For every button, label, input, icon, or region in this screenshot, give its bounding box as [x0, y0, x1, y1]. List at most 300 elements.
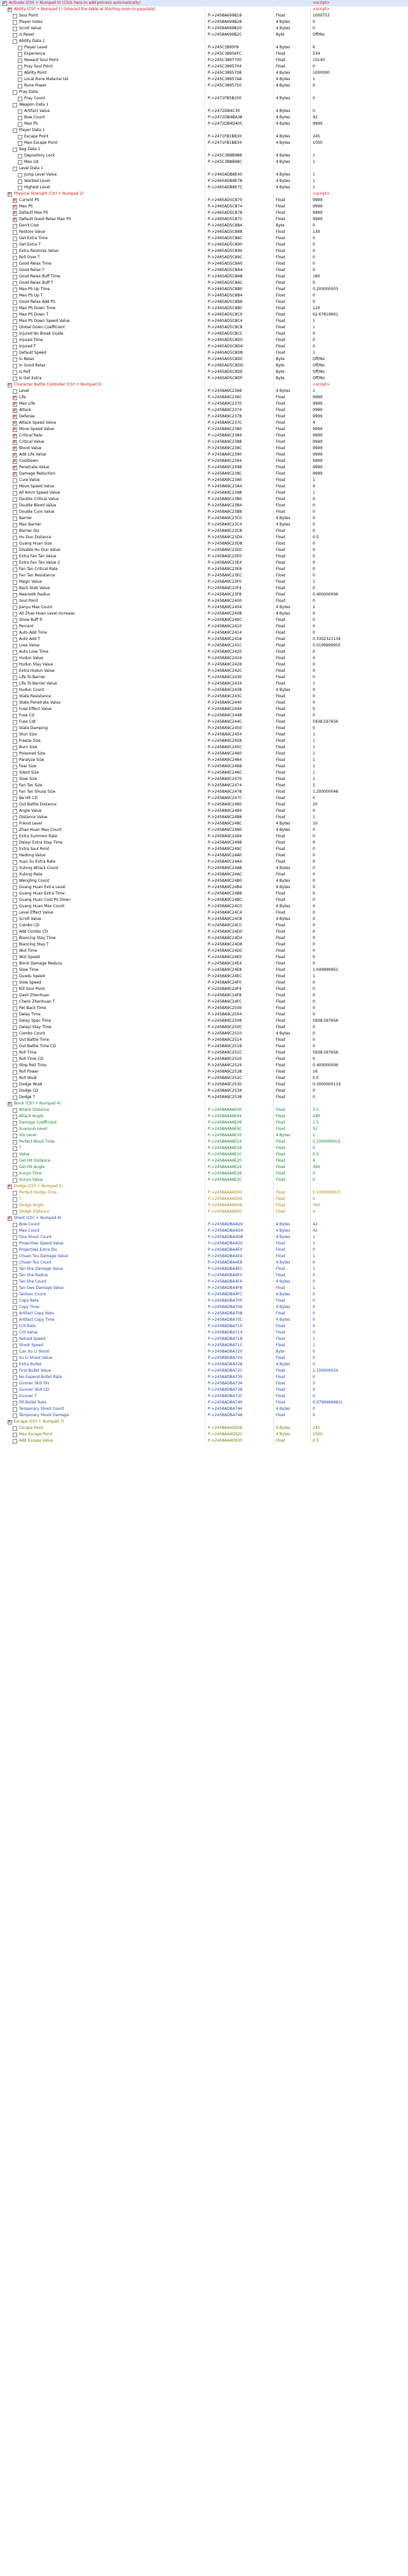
row-value[interactable]: 1 [313, 491, 315, 495]
table-row[interactable] [0, 872, 408, 878]
table-row[interactable] [0, 973, 408, 980]
activate-checkbox[interactable] [13, 828, 17, 833]
row-value[interactable]: 1 [313, 179, 315, 183]
table-row[interactable] [0, 1094, 408, 1101]
table-row[interactable] [0, 1285, 408, 1291]
activate-checkbox[interactable] [13, 1356, 17, 1361]
row-value[interactable]: 9999 [313, 198, 323, 202]
row-value[interactable]: 0 [313, 694, 315, 699]
row-value[interactable]: 0 [313, 1248, 315, 1252]
row-value[interactable]: 0 [313, 510, 315, 514]
table-row[interactable] [0, 471, 408, 477]
activate-checkbox[interactable] [13, 1108, 17, 1113]
row-value[interactable]: 0 [313, 853, 315, 858]
row-value[interactable]: 0 [313, 281, 315, 285]
table-row[interactable] [0, 1304, 408, 1311]
activate-checkbox[interactable] [13, 421, 17, 426]
activate-checkbox[interactable] [13, 536, 17, 540]
row-value[interactable]: 0 [313, 599, 315, 603]
table-row[interactable] [0, 134, 408, 140]
row-value[interactable]: 9999 [313, 446, 323, 450]
row-value[interactable]: 0 [313, 541, 315, 546]
activate-checkbox[interactable] [13, 790, 17, 795]
row-value[interactable]: 0 [313, 688, 315, 692]
activate-checkbox[interactable] [13, 281, 17, 286]
table-row[interactable] [0, 1075, 408, 1082]
table-row[interactable] [0, 83, 408, 89]
row-value[interactable]: 4 [313, 484, 315, 489]
activate-checkbox[interactable] [13, 606, 17, 610]
table-row[interactable] [0, 553, 408, 560]
table-row[interactable] [0, 649, 408, 655]
row-value[interactable]: 0 [313, 1178, 315, 1182]
table-row[interactable] [0, 1037, 408, 1043]
table-row[interactable] [0, 738, 408, 744]
row-value[interactable]: 0 [313, 1298, 315, 1303]
table-row[interactable] [0, 528, 408, 534]
activate-checkbox[interactable] [18, 135, 22, 139]
table-row[interactable] [0, 560, 408, 566]
table-row[interactable] [0, 967, 408, 973]
activate-checkbox[interactable] [13, 1305, 17, 1310]
activate-checkbox[interactable] [13, 402, 17, 407]
activate-checkbox[interactable] [13, 758, 17, 763]
row-value[interactable]: 0.5 [313, 1152, 319, 1157]
activate-checkbox[interactable] [13, 1426, 17, 1431]
table-row[interactable] [0, 1387, 408, 1393]
row-value[interactable]: 0 [313, 1375, 315, 1379]
row-value[interactable]: 1 [313, 325, 315, 330]
row-value[interactable]: 1 [313, 745, 315, 749]
row-value[interactable]: 3.5 [313, 1108, 319, 1112]
table-row[interactable] [0, 573, 408, 579]
row-value[interactable]: 0 [313, 1038, 315, 1042]
table-row[interactable] [0, 261, 408, 267]
table-row[interactable] [0, 464, 408, 471]
row-value[interactable]: 0 [313, 1388, 315, 1392]
activate-checkbox[interactable] [13, 332, 17, 337]
row-value[interactable]: <script> [313, 191, 330, 196]
activate-checkbox[interactable] [13, 936, 17, 941]
table-row[interactable] [0, 1253, 408, 1260]
activate-checkbox[interactable] [13, 1057, 17, 1062]
row-value[interactable]: 1 [313, 160, 315, 164]
table-row[interactable] [0, 547, 408, 553]
activate-checkbox[interactable] [13, 650, 17, 655]
table-row[interactable] [0, 1196, 408, 1202]
table-row[interactable] [0, 1152, 408, 1158]
activate-checkbox[interactable] [13, 498, 17, 502]
activate-checkbox[interactable] [13, 1159, 17, 1164]
row-value[interactable]: 0 [313, 516, 315, 520]
table-row[interactable] [0, 121, 408, 127]
table-row[interactable] [0, 598, 408, 604]
table-row[interactable] [0, 1336, 408, 1342]
table-row[interactable] [0, 1126, 408, 1132]
activate-checkbox[interactable] [18, 46, 22, 50]
activate-checkbox[interactable] [8, 1420, 12, 1424]
table-row[interactable] [0, 1107, 408, 1113]
table-row[interactable] [0, 420, 408, 426]
activate-checkbox[interactable] [13, 389, 17, 394]
activate-checkbox[interactable] [18, 141, 22, 146]
row-value[interactable]: 120 [313, 306, 320, 310]
row-value[interactable]: 9999 [313, 204, 323, 209]
activate-checkbox[interactable] [13, 1172, 17, 1176]
activate-checkbox[interactable] [13, 752, 17, 756]
row-value[interactable]: 0 [313, 840, 315, 845]
table-row[interactable] [0, 1311, 408, 1317]
row-value[interactable]: 0.5 [313, 1438, 319, 1443]
table-row[interactable] [0, 604, 408, 611]
row-value[interactable]: 2 [313, 605, 315, 609]
activate-checkbox[interactable] [18, 52, 22, 57]
activate-checkbox[interactable] [13, 784, 17, 788]
activate-checkbox[interactable] [13, 1166, 17, 1170]
activate-checkbox[interactable] [3, 1, 7, 6]
activate-checkbox[interactable] [13, 1019, 17, 1024]
table-row[interactable] [0, 681, 408, 687]
row-value[interactable]: 0.3000000119 [313, 1082, 341, 1087]
table-row[interactable] [0, 1361, 408, 1368]
activate-checkbox[interactable] [13, 1375, 17, 1380]
table-row[interactable] [0, 922, 408, 929]
table-row[interactable] [0, 751, 408, 757]
activate-checkbox[interactable] [13, 33, 17, 38]
table-row[interactable] [0, 1113, 408, 1120]
activate-checkbox[interactable] [13, 975, 17, 979]
row-value[interactable]: 1 [313, 1337, 315, 1341]
activate-checkbox[interactable] [13, 1401, 17, 1405]
table-row[interactable] [0, 617, 408, 623]
table-row[interactable] [0, 458, 408, 464]
table-row[interactable] [0, 350, 408, 356]
activate-checkbox[interactable] [13, 1369, 17, 1374]
table-row[interactable] [0, 884, 408, 891]
activate-checkbox[interactable] [13, 663, 17, 667]
table-row[interactable] [0, 19, 408, 25]
activate-checkbox[interactable] [13, 943, 17, 947]
row-value[interactable]: 0 [313, 548, 315, 552]
row-value[interactable]: Off/No [313, 376, 325, 380]
table-row[interactable] [0, 687, 408, 693]
activate-checkbox[interactable] [13, 1363, 17, 1367]
activate-checkbox[interactable] [18, 78, 22, 82]
activate-checkbox[interactable] [13, 1045, 17, 1049]
row-value[interactable]: 0 [313, 809, 315, 813]
row-value[interactable]: 1 [313, 974, 315, 978]
table-row[interactable] [0, 375, 408, 382]
table-row[interactable] [0, 363, 408, 369]
activate-checkbox[interactable] [13, 587, 17, 591]
activate-checkbox[interactable] [13, 1115, 17, 1119]
activate-checkbox[interactable] [13, 491, 17, 496]
table-row[interactable] [0, 76, 408, 83]
table-row[interactable] [0, 490, 408, 496]
row-value[interactable]: 0 [313, 961, 315, 966]
row-value[interactable]: 0 [313, 618, 315, 622]
table-row[interactable] [0, 445, 408, 452]
row-value[interactable]: 0 [313, 1330, 315, 1335]
activate-checkbox[interactable] [13, 746, 17, 750]
row-value[interactable]: 10140 [313, 58, 325, 62]
activate-checkbox[interactable] [13, 1280, 17, 1285]
row-value[interactable]: 0 [313, 497, 315, 501]
row-value[interactable]: 0 [313, 726, 315, 730]
row-value[interactable]: 1000753 [313, 13, 330, 18]
table-row[interactable] [0, 783, 408, 789]
table-row[interactable] [0, 1266, 408, 1272]
row-value[interactable]: 0 [313, 949, 315, 953]
activate-checkbox[interactable] [13, 1325, 17, 1329]
table-row[interactable] [0, 795, 408, 802]
row-value[interactable]: 9999 [313, 452, 323, 457]
row-value[interactable]: 0 [313, 1197, 315, 1201]
table-row[interactable] [0, 986, 408, 992]
activate-checkbox[interactable] [13, 1318, 17, 1323]
table-row[interactable] [0, 1381, 408, 1387]
activate-checkbox[interactable] [13, 599, 17, 604]
table-row[interactable] [0, 1234, 408, 1241]
table-row[interactable] [0, 859, 408, 865]
table-row[interactable] [0, 935, 408, 942]
table-row[interactable] [0, 878, 408, 884]
table-row[interactable] [0, 515, 408, 522]
row-value[interactable]: 1000000 [313, 71, 330, 75]
table-row[interactable] [0, 305, 408, 312]
table-row[interactable] [0, 757, 408, 763]
row-value[interactable]: Off/No [313, 370, 325, 374]
table-row[interactable] [0, 623, 408, 630]
table-row[interactable] [0, 961, 408, 967]
row-value[interactable]: 0 [313, 1044, 315, 1048]
table-row[interactable] [0, 57, 408, 64]
activate-checkbox[interactable] [13, 1064, 17, 1068]
table-row[interactable] [0, 1050, 408, 1056]
row-value[interactable]: 1 [313, 739, 315, 743]
row-value[interactable]: 0 [313, 987, 315, 991]
row-value[interactable]: 1 [313, 770, 315, 775]
table-row[interactable] [0, 64, 408, 70]
activate-checkbox[interactable] [13, 898, 17, 903]
table-row[interactable] [0, 1139, 408, 1145]
activate-checkbox[interactable] [13, 682, 17, 686]
row-value[interactable]: 0 [313, 624, 315, 629]
table-row[interactable] [0, 25, 408, 32]
activate-checkbox[interactable] [13, 612, 17, 616]
activate-checkbox[interactable] [18, 71, 22, 76]
activate-checkbox[interactable] [13, 561, 17, 566]
row-value[interactable]: 0 [313, 1305, 315, 1309]
activate-checkbox[interactable] [13, 911, 17, 916]
row-value[interactable]: 9999 [313, 217, 323, 221]
row-value[interactable]: Off/No [313, 363, 325, 368]
row-value[interactable]: <script> [313, 7, 330, 11]
activate-checkbox[interactable] [13, 1134, 17, 1138]
table-row[interactable] [0, 1272, 408, 1279]
table-row[interactable] [0, 439, 408, 445]
row-value[interactable]: 1 [313, 77, 315, 81]
activate-checkbox[interactable] [13, 1439, 17, 1444]
activate-checkbox[interactable] [13, 1286, 17, 1291]
row-value[interactable]: 0 [313, 242, 315, 247]
table-row[interactable] [0, 115, 408, 121]
row-value[interactable]: 4 [313, 421, 315, 425]
table-row[interactable] [0, 636, 408, 643]
row-value[interactable]: 1 [313, 732, 315, 737]
table-row[interactable] [0, 324, 408, 331]
activate-checkbox[interactable] [13, 338, 17, 343]
table-row[interactable] [0, 1374, 408, 1381]
activate-checkbox[interactable] [13, 892, 17, 896]
table-row[interactable] [0, 827, 408, 833]
table-row[interactable] [0, 509, 408, 515]
activate-checkbox[interactable] [13, 1204, 17, 1208]
table-row[interactable] [0, 1158, 408, 1164]
activate-checkbox[interactable] [13, 542, 17, 547]
table-row[interactable] [0, 833, 408, 840]
row-value[interactable]: 0 [313, 554, 315, 559]
table-row[interactable] [0, 1043, 408, 1050]
table-row[interactable] [0, 655, 408, 662]
activate-checkbox[interactable] [13, 1414, 17, 1418]
table-row[interactable] [0, 592, 408, 598]
table-row[interactable] [0, 700, 408, 706]
activate-checkbox[interactable] [13, 307, 17, 311]
row-value[interactable]: 0 [313, 567, 315, 571]
table-row[interactable] [0, 1202, 408, 1209]
row-value[interactable]: 6 [313, 45, 315, 50]
table-row[interactable] [0, 1171, 408, 1177]
activate-checkbox[interactable] [13, 275, 17, 279]
row-value[interactable]: 1 [313, 389, 315, 393]
row-value[interactable]: 0 [313, 866, 315, 870]
table-row[interactable] [0, 13, 408, 19]
table-row[interactable] [0, 713, 408, 719]
activate-checkbox[interactable] [13, 631, 17, 636]
row-value[interactable]: 0 [313, 26, 315, 31]
row-value[interactable]: 0 [313, 1273, 315, 1278]
activate-checkbox[interactable] [13, 1293, 17, 1297]
row-value[interactable]: 1 [313, 1254, 315, 1258]
activate-checkbox[interactable] [13, 1248, 17, 1253]
row-value[interactable]: 0 [313, 929, 315, 934]
activate-checkbox[interactable] [18, 109, 22, 114]
activate-checkbox[interactable] [13, 917, 17, 922]
row-value[interactable]: 0 [313, 268, 315, 272]
table-row[interactable] [0, 903, 408, 910]
table-row[interactable] [0, 1355, 408, 1361]
table-row[interactable] [0, 108, 408, 115]
activate-checkbox[interactable] [13, 1076, 17, 1081]
table-row[interactable] [0, 942, 408, 948]
activate-checkbox[interactable] [13, 1140, 17, 1145]
table-row[interactable] [0, 1330, 408, 1336]
table-row[interactable] [0, 1393, 408, 1400]
table-row[interactable] [0, 102, 408, 108]
row-value[interactable]: 0 [313, 904, 315, 909]
row-value[interactable]: 51 [313, 1127, 318, 1131]
row-value[interactable]: 0 [313, 955, 315, 959]
row-value[interactable]: 0 [313, 1057, 315, 1061]
row-value[interactable]: 0 [313, 83, 315, 88]
row-value[interactable]: 1.049999952 [313, 968, 339, 972]
row-value[interactable]: 0 [313, 1012, 315, 1017]
row-value[interactable]: 0 [313, 261, 315, 266]
activate-checkbox[interactable] [13, 803, 17, 807]
activate-checkbox[interactable] [18, 179, 22, 184]
activate-checkbox[interactable] [13, 637, 17, 642]
activate-checkbox[interactable] [13, 1274, 17, 1278]
row-value[interactable]: 0 [313, 1349, 315, 1354]
table-row[interactable] [0, 706, 408, 713]
activate-checkbox[interactable] [13, 994, 17, 998]
table-row[interactable] [0, 331, 408, 337]
table-row[interactable] [0, 1069, 408, 1075]
table-row[interactable] [0, 184, 408, 191]
table-row[interactable] [0, 477, 408, 484]
row-value[interactable]: 1 [313, 758, 315, 762]
table-row[interactable] [0, 414, 408, 420]
row-value[interactable]: 0 [313, 1171, 315, 1176]
table-row[interactable] [0, 1177, 408, 1183]
table-row[interactable] [0, 204, 408, 210]
table-row[interactable] [0, 6, 408, 13]
row-value[interactable]: 0 [313, 796, 315, 800]
activate-checkbox[interactable] [13, 695, 17, 699]
activate-checkbox[interactable] [13, 485, 17, 489]
table-row[interactable] [0, 286, 408, 293]
row-value[interactable]: 1 [313, 153, 315, 158]
row-value[interactable]: 9999 [313, 395, 323, 400]
table-row[interactable] [0, 0, 408, 6]
row-value[interactable]: 0 [313, 662, 315, 667]
table-row[interactable] [0, 267, 408, 274]
row-value[interactable]: 0 [313, 860, 315, 864]
table-row[interactable] [0, 1342, 408, 1349]
activate-checkbox[interactable] [13, 326, 17, 330]
row-value[interactable]: 0 [313, 1260, 315, 1265]
table-row[interactable] [0, 1190, 408, 1196]
activate-checkbox[interactable] [13, 962, 17, 966]
table-row[interactable] [0, 1406, 408, 1412]
table-row[interactable] [0, 1241, 408, 1247]
row-value[interactable]: 5938.597656 [313, 1019, 339, 1023]
activate-checkbox[interactable] [13, 453, 17, 457]
table-row[interactable] [0, 846, 408, 853]
activate-checkbox[interactable] [13, 1255, 17, 1259]
activate-checkbox[interactable] [8, 1185, 12, 1189]
table-row[interactable] [0, 1349, 408, 1355]
activate-checkbox[interactable] [18, 84, 22, 88]
table-row[interactable] [0, 1031, 408, 1037]
row-value[interactable]: 0 [313, 1095, 315, 1099]
table-row[interactable] [0, 452, 408, 458]
row-value[interactable]: 0 [313, 573, 315, 578]
table-row[interactable] [0, 1120, 408, 1126]
activate-checkbox[interactable] [13, 1146, 17, 1151]
activate-checkbox[interactable] [13, 676, 17, 680]
activate-checkbox[interactable] [13, 27, 17, 31]
activate-checkbox[interactable] [13, 771, 17, 776]
table-row[interactable] [0, 865, 408, 872]
row-value[interactable]: 245 [313, 1426, 320, 1430]
activate-checkbox[interactable] [13, 370, 17, 375]
row-value[interactable]: 0 [313, 109, 315, 113]
table-row[interactable] [0, 51, 408, 57]
activate-checkbox[interactable] [13, 1395, 17, 1399]
activate-checkbox[interactable] [13, 396, 17, 400]
